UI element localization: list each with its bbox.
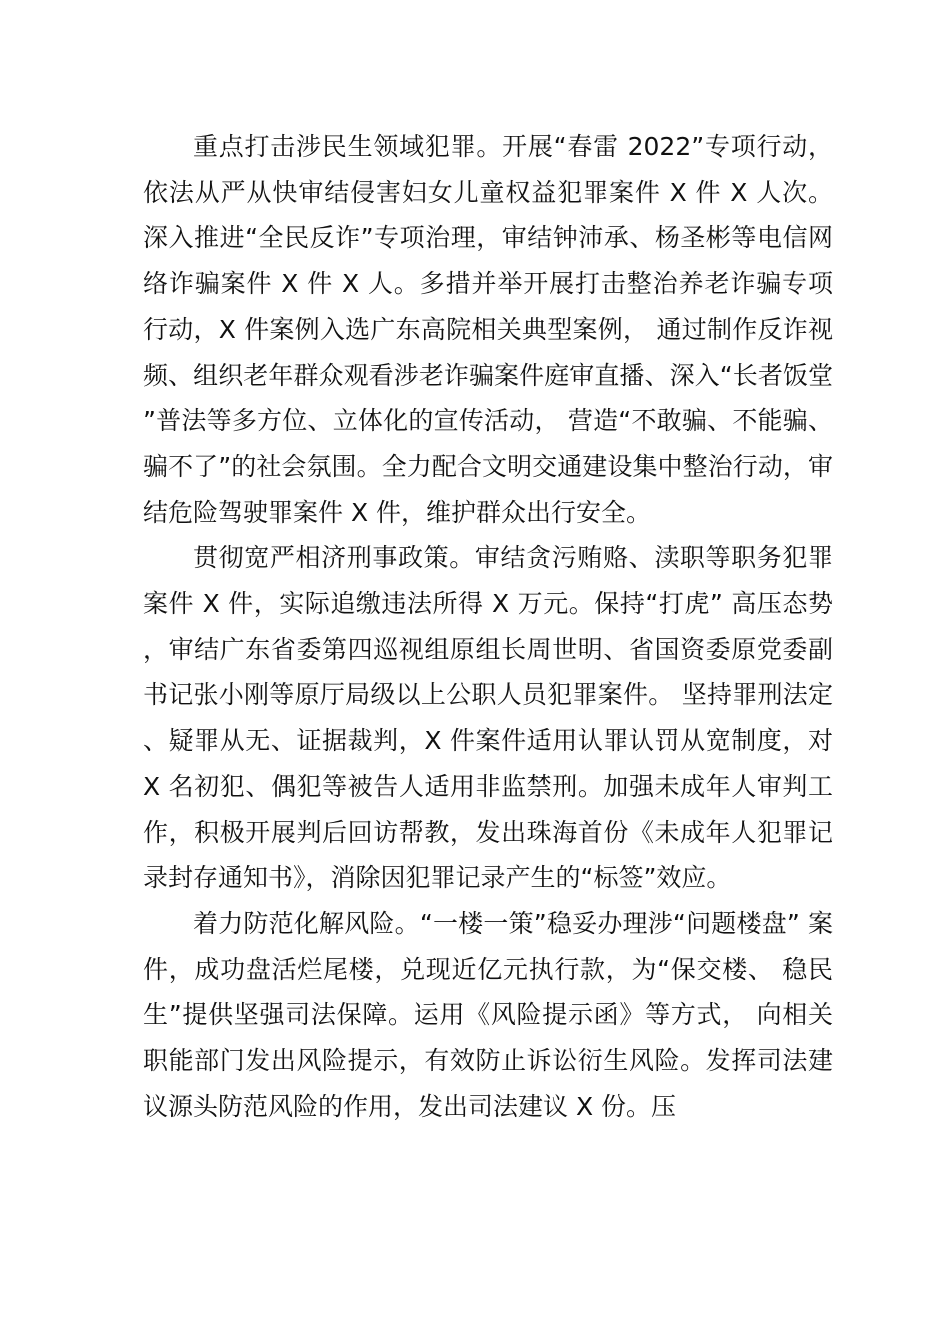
paragraph-risk-prevention: 着力防范化解风险。“一楼一策”稳妥办理涉“问题楼盘” 案件，成功盘活烂尾楼，兑现近亿元执行款，为“保交楼、 稳民生”提供坚强司法保障。运用《风险提示函》等方式， 向相关职能部门发出风险提示，有效防止诉讼衍生风险。发挥司法建议源头防范风险的作用，发出司法建议 X 份。压 [143,908,833,1121]
document-body [143,124,833,1129]
paragraph-crackdown-livelihood-crimes: 重点打击涉民生领域犯罪。开展“春雷 2022”专项行动，依法从严从快审结侵害妇女儿童权益犯罪案件 X 件 X 人次。深入推进“全民反诈”专项治理，审结钟沛承、杨圣彬等电信网络诈骗案件 X 件 X 人。多措并举开展打击整治养老诈骗专项行动，X 件案例入选广东高院相关典型案例， 通过制作反诈视频、组织老年群众观看涉老诈骗案件庭审直播、深入“长者饭堂”普法等多方位、立体化的宣传活动， 营造“不敢骗、不能骗、骗不了”的社会氛围。全力配合文明交通建设集中整治行动，审结危险驾驶罪案件 X 件，维护群众出行安全。 [143,132,833,527]
paragraph-criminal-policy: 贯彻宽严相济刑事政策。审结贪污贿赂、渎职等职务犯罪案件 X 件，实际追缴违法所得 X 万元。保持“打虎” 高压态势，审结广东省委第四巡视组原组长周世明、省国资委原党委副书记张小刚等原厅局级以上公职人员犯罪案件。 坚持罪刑法定、疑罪从无、证据裁判，X 件案件适用认罪认罚从宽制度，对 X 名初犯、偶犯等被告人适用非监禁刑。加强未成年人审判工作，积极开展判后回访帮教，发出珠海首份《未成年人犯罪记录封存通知书》，消除因犯罪记录产生的“标签”效应。 [143,543,833,893]
